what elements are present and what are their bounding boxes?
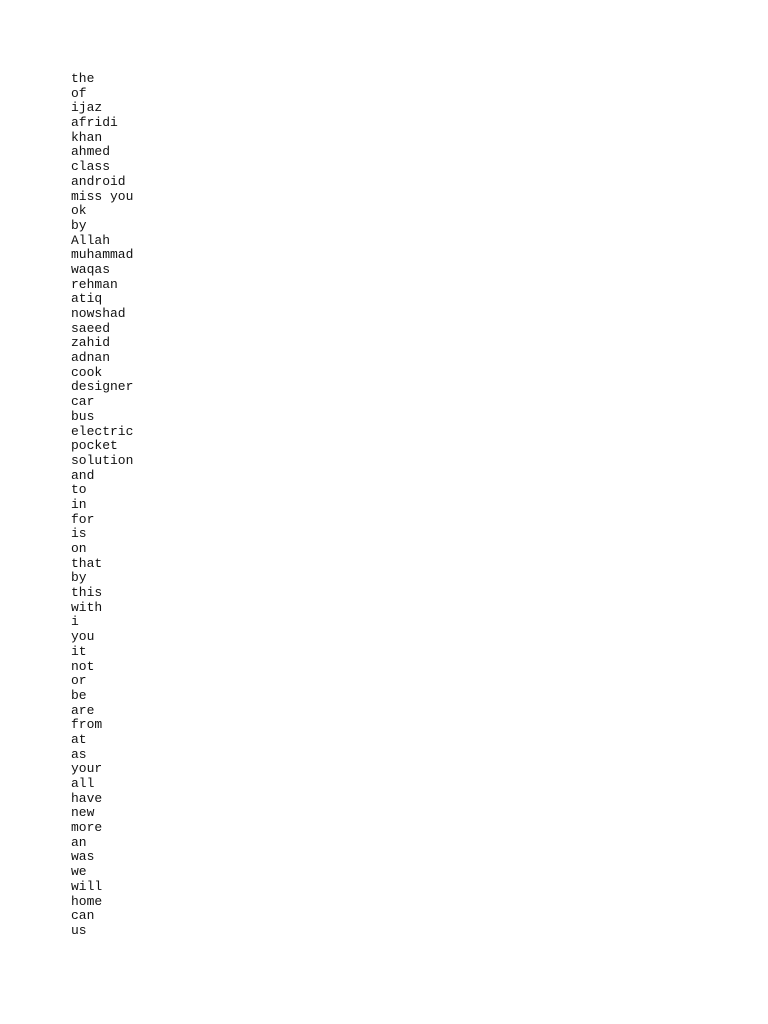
word-list-item: by <box>71 217 87 233</box>
word-list-item: was <box>71 849 95 865</box>
word-list-item: at <box>71 731 87 747</box>
word-list-item: khan <box>71 129 103 145</box>
word-list <box>71 72 133 939</box>
word-list-item: to <box>71 482 87 498</box>
word-list-item: miss you <box>71 188 134 204</box>
word-list-item: ahmed <box>71 144 111 160</box>
word-list-item: of <box>71 85 87 101</box>
word-list-item: all <box>71 776 95 791</box>
word-list-item: class <box>71 159 111 175</box>
word-list-item: are <box>71 702 95 718</box>
word-list-item: as <box>71 746 87 762</box>
word-list-item: in <box>71 496 87 512</box>
word-list-item: an <box>71 834 87 850</box>
word-list-item: we <box>71 864 87 880</box>
word-list-item: designer <box>71 379 134 395</box>
word-list-item: will <box>71 878 103 894</box>
word-list-item: rehman <box>71 276 118 292</box>
word-list-item: android <box>71 173 126 189</box>
word-list-item: with <box>71 599 103 615</box>
word-list-item: nowshad <box>71 306 126 321</box>
word-list-item: new <box>71 805 95 821</box>
word-list-item: us <box>71 922 87 938</box>
word-list-item: ok <box>71 203 87 219</box>
word-list-item: your <box>71 761 103 777</box>
word-list-item: zahid <box>71 335 111 351</box>
word-list-item: you <box>71 629 95 645</box>
word-list-item: waqas <box>71 261 111 277</box>
word-list-item: have <box>71 790 103 806</box>
word-list-item: more <box>71 820 103 836</box>
word-list-item: or <box>71 673 87 689</box>
word-list-item: cook <box>71 364 103 380</box>
word-list-item: this <box>71 585 103 601</box>
word-list-item: muhammad <box>71 247 134 263</box>
word-list-item: bus <box>71 408 95 424</box>
word-list-item: pocket <box>71 438 118 454</box>
word-list-item: it <box>71 643 87 659</box>
word-list-item: home <box>71 893 103 909</box>
word-list-item: can <box>71 908 95 924</box>
word-list-item: adnan <box>71 350 111 366</box>
word-list-item: saeed <box>71 320 111 336</box>
word-list-item: Allah <box>71 232 111 248</box>
word-list-item: that <box>71 555 103 571</box>
word-list-item: electric <box>71 423 134 439</box>
word-list-item: i <box>71 614 79 630</box>
word-list-item: is <box>71 526 87 542</box>
word-list-item: from <box>71 717 103 733</box>
word-list-item: ijaz <box>71 100 103 116</box>
word-list-item: be <box>71 687 87 703</box>
word-list-item: afridi <box>71 115 118 131</box>
word-list-item: the <box>71 71 95 86</box>
word-list-item: and <box>71 467 95 483</box>
word-list-item: not <box>71 658 95 674</box>
word-list-item: car <box>71 394 95 410</box>
word-list-item: on <box>71 541 87 556</box>
word-list-item: for <box>71 511 95 527</box>
word-list-item: atiq <box>71 291 103 307</box>
word-list-item: solution <box>71 452 134 468</box>
word-list-item: by <box>71 570 87 586</box>
